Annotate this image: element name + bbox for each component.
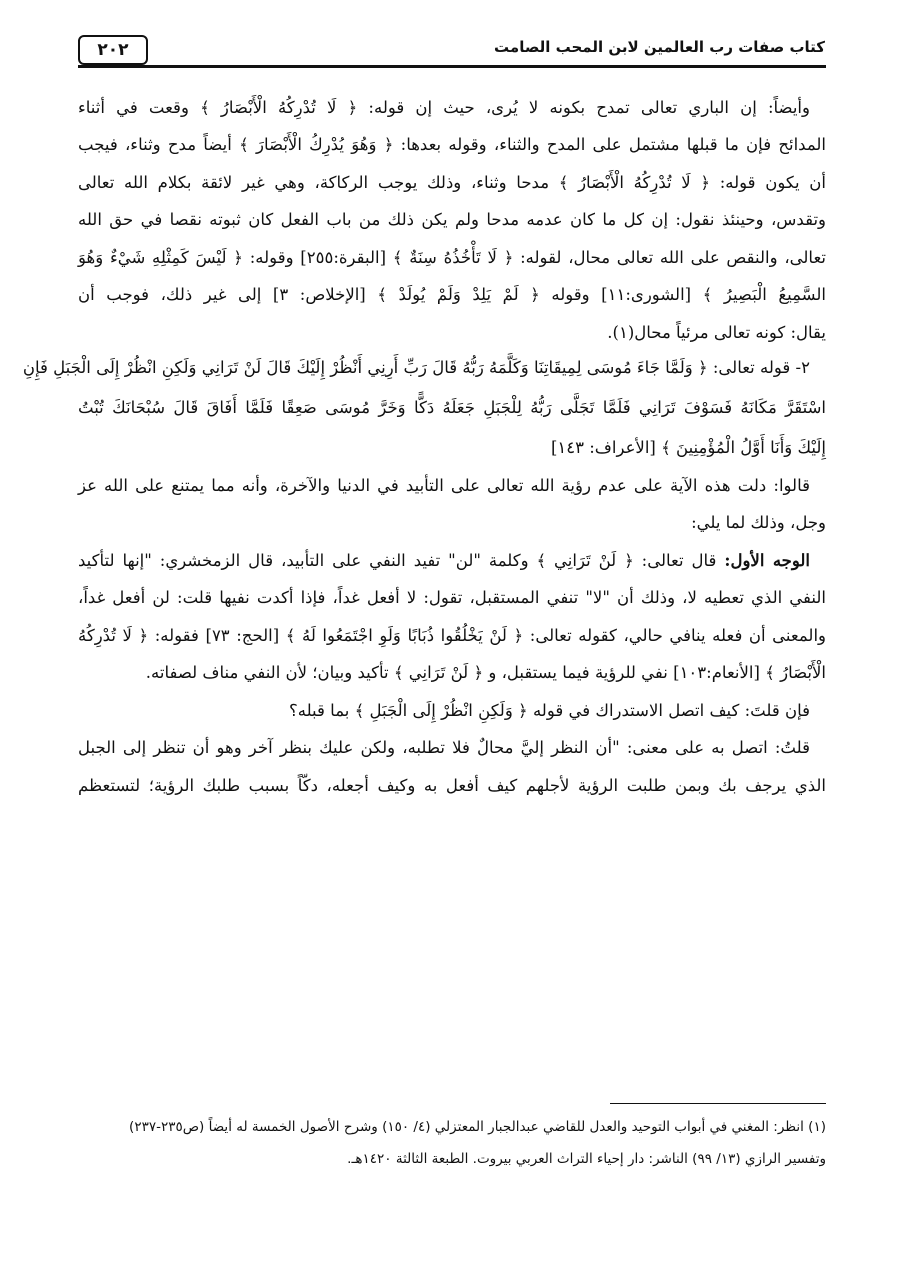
body-line: الْأَبْصَارُ ﴾ [الأنعام:١٠٣] نفي للرؤية فيما يستقبل، و ﴿ لَنْ تَرَانِي ﴾ تأكيد وبيان؛ لأن النفي مناف لصفاته. [145, 663, 826, 682]
body-line [78, 549, 810, 573]
body-line: إِلَيْكَ وَأَنَا أَوَّلُ الْمُؤْمِنِينَ ﴾ [الأعراف: ١٤٣] [550, 438, 826, 457]
body-line: ٢- قوله تعالى: ﴿ وَلَمَّا جَاءَ مُوسَى لِمِيقَاتِنَا وَكَلَّمَهُ رَبُّهُ قَالَ رَبِّ أَرِنِي أَنْظُرْ إِلَيْكَ قَالَ لَنْ تَرَانِي وَلَكِنِ انْظُرْ إِلَى الْجَبَلِ فَإِنِ [22, 358, 810, 377]
body-line: وأيضاً: إن الباري تعالى تمدح بكونه لا يُرى، حيث إن قوله: ﴿ لَا تُدْرِكُهُ الْأَبْصَارُ ﴾ وقعت في أثناء [78, 98, 810, 117]
body-line: قالوا: دلت هذه الآية على عدم رؤية الله تعالى على التأبيد في الدنيا والآخرة، وأنه مما يمتنع على الله عز [78, 476, 810, 495]
footnote: وتفسير الرازي (١٣/ ٩٩) الناشر: دار إحياء التراث العربي بيروت. الطبعة الثالثة ١٤٢٠هـ. [347, 1151, 826, 1167]
body-line: السَّمِيعُ الْبَصِيرُ ﴾ [الشورى:١١] وقوله ﴿ لَمْ يَلِدْ وَلَمْ يُولَدْ ﴾ [الإخلاص: ٣] إلى غير ذلك، فوجب أن [78, 285, 826, 304]
body-line: المدائح فإن ما قبلها مشتمل على المدح والثناء، وقوله بعدها: ﴿ وَهُوَ يُدْرِكُ الْأَبْصَارَ ﴾ أيضاً مدح وثناء، فيجب [78, 135, 826, 154]
body-line: فإن قلتَ: كيف اتصل الاستدراك في قوله ﴿ وَلَكِنِ انْظُرْ إِلَى الْجَبَلِ ﴾ بما قبله؟ [288, 701, 810, 720]
body-line: تعالى، والنقص على الله تعالى محال، لقوله: ﴿ لَا تَأْخُذُهُ سِنَةٌ ﴾ [البقرة:٢٥٥] وقوله: ﴿ لَيْسَ كَمِثْلِهِ شَيْءٌ وَهُوَ [78, 248, 826, 267]
body-line: والمعنى أن فعله ينافي حالي، كقوله تعالى: ﴿ لَنْ يَخْلُقُوا ذُبَابًا وَلَوِ اجْتَمَعُوا لَهُ ﴾ [الحج: ٧٣] فقوله: ﴿ لَا تُدْرِكُهُ [78, 626, 826, 645]
body-line: وتقدس، وحينئذ نقول: إن كل ما كان عدمه مدحا ولم يكن ذلك من باب الفعل كان ثبوته نقصا في حق الله [78, 210, 826, 229]
page-number: ٢٠٢ [78, 35, 148, 65]
section-heading: الوجه الأول: [724, 551, 811, 570]
body-line: قلتُ: اتصل به على معنى: "أن النظر إليَّ محالٌ فلا تطلبه، ولكن عليك بنظر آخر وهو أن تنظر إلى الجبل [78, 738, 810, 757]
body-line: وجل، وذلك لما يلي: [691, 513, 826, 532]
body-text: قال تعالى: ﴿ لَنْ تَرَانِي ﴾ وكلمة "لن" تفيد النفي على التأبيد، قال الزمخشري: "إنها لتأكيد [78, 551, 717, 570]
body-line: النفي الذي تعطيه لا، وذلك أن "لا" تنفي المستقبل، تقول: لا أفعل غداً، فإذا أكدت نفيها قلت: لن أفعل غداً، [78, 588, 826, 607]
body-line: الذي يرجف بك وبمن طلبت الرؤية لأجلهم كيف أفعل به وكيف أجعله، دكّاً بسبب طلبك الرؤية؛ لتستعظم [78, 776, 826, 795]
body-line: أن يكون قوله: ﴿ لَا تُدْرِكُهُ الْأَبْصَارُ ﴾ مدحا وثناء، وذلك يوجب الركاكة، وهي غير لائقة بكلام الله تعالى [78, 173, 826, 192]
body-line: اسْتَقَرَّ مَكَانَهُ فَسَوْفَ تَرَانِي فَلَمَّا تَجَلَّى رَبُّهُ لِلْجَبَلِ جَعَلَهُ دَكًّا وَخَرَّ مُوسَى صَعِقًا فَلَمَّا أَفَاقَ قَالَ سُبْحَانَكَ تُبْتُ [78, 398, 826, 417]
header-rule [78, 65, 826, 68]
book-title-header: كتاب صفات رب العالمين لابن المحب الصامت [494, 38, 825, 56]
footnote-rule [610, 1103, 826, 1104]
body-line: يقال: كونه تعالى مرئياً محال(١). [607, 323, 826, 342]
footnote: (١) انظر: المغني في أبواب التوحيد والعدل للقاضي عبدالجبار المعتزلي (٤/ ١٥٠) وشرح الأصول الخمسة له أيضاً (ص٢٣٥-٢٣٧) [129, 1119, 826, 1135]
